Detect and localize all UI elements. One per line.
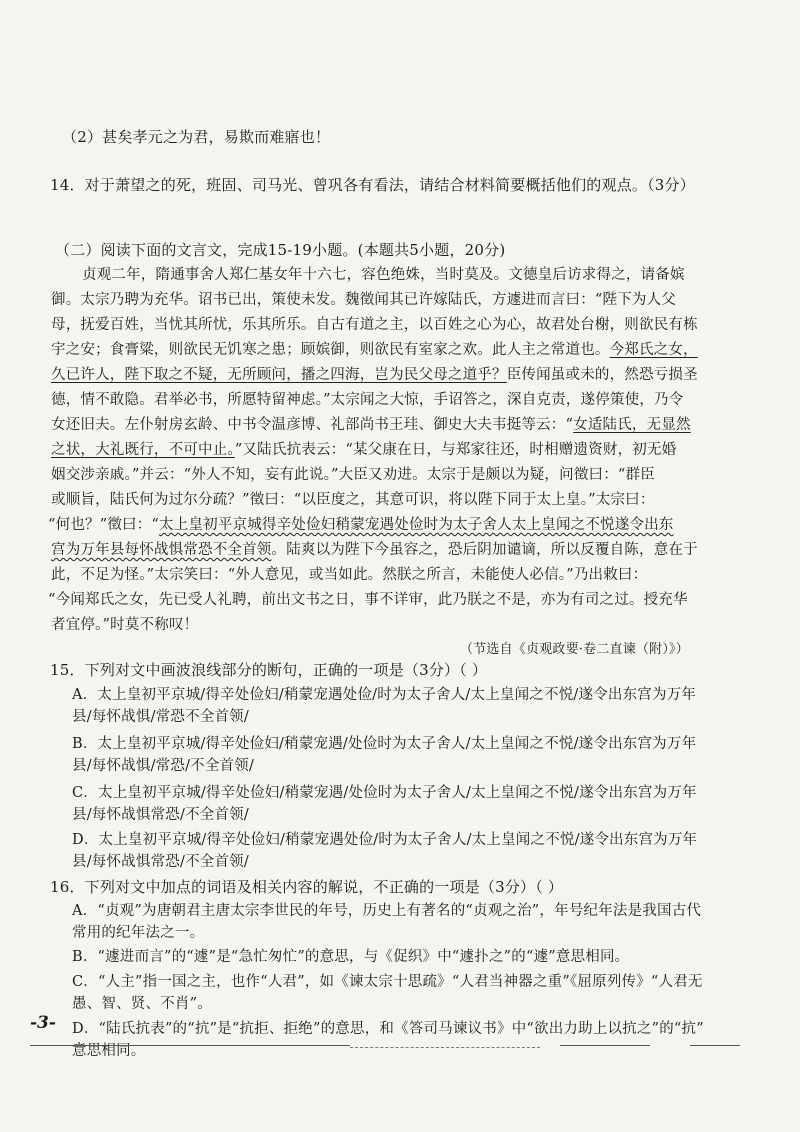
underlined-sentence: 女适陆氏，无显然 (573, 417, 691, 433)
option-a: A．太上皇初平京城/得辛处俭妇/稍蒙宠遇处俭/时为太子舍人/太上皇闻之不悦/遂令出东宫为万年 (72, 687, 697, 703)
question-16-stem: 16．下列对文中加点的词语及相关内容的解说，不正确的一项是（3分）（ ） (50, 878, 564, 896)
underlined-sentence: 久已许人，陛下取之不疑，无所顾问，播之四海，岂为民父母之道乎？ (51, 367, 507, 383)
question-14: 14．对于萧望之的死，班固、司马光、曾巩各有看法，请结合材料简要概括他们的观点。（3分） (50, 176, 695, 194)
passage-line: 宇之安；食膏粱，则欲民无饥寒之患；顾嫔御，则欲民有室家之欢。此人主之常道也。今郑氏之女， (51, 342, 698, 358)
passage-line: 女还旧夫。左仆射房玄龄、中书令温彦博、礼部尚书王珪、御史大夫韦挺等云：“女适陆氏，无显然 (51, 417, 691, 433)
wavy-underlined-passage: 宫为万年县每怀战惧常恐不全首领 (51, 542, 272, 558)
source-citation: （节选自《贞观政要·卷二直谏（附）》） (460, 642, 689, 657)
option-b: B．太上皇初平京城/得辛处俭妇/稍蒙宠遇/处俭时为太子舍人/太上皇闻之不悦/遂令出东宫为万年 (72, 736, 697, 752)
option-b-cont: 县/每怀战惧/常恐/不全首领/ (72, 758, 255, 774)
section-2-title: （二）阅读下面的文言文，完成15-19小题。(本题共5小题，20分) (55, 241, 506, 259)
passage-line: 德，情不敢隐。君举必书，所愿特留神虑。”太宗闻之大惊，手诏答之，深自克责，遂停策使，乃令 (51, 392, 684, 408)
option-a: A．“贞观”为唐朝君主唐太宗李世民的年号，历史上有著名的“贞观之治”，年号纪年法是我国古代 (72, 903, 702, 919)
passage-line: 宫为万年县每怀战惧常恐不全首领。陆爽以为陛下今虽容之，恐后阴加谴谪，所以反覆自陈，意在于 (51, 542, 698, 558)
passage-line: 之状，大礼既行，不可中止。”又陆氏抗表云：“某父康在日，与郑家往还，时相赠遗资财，初无婚 (51, 442, 677, 458)
option-d: D．“陆氏抗表”的“抗”是“抗拒、拒绝”的意思，和《答司马谏议书》中“欲出力助上以抗之”的“抗” (72, 1021, 704, 1037)
option-c: C．太上皇初平京城/得辛处俭妇/稍蒙宠遇/处俭时为太子舍人/太上皇闻之不悦/遂令出东宫为万年 (72, 785, 697, 801)
passage-line: 母，抚爱百姓，当忧其所忧，乐其所乐。自古有道之主，以百姓之心为心，故君处台榭，则欲民有栋 (51, 317, 698, 333)
option-b: B．“遽进而言”的“遽”是“急忙匆忙”的意思，与《促织》中“遽扑之”的“遽”意思相同。 (72, 949, 630, 965)
passage-line: 姻交涉亲戚。”并云：“外人不知，妄有此说。”大臣又劝进。太宗于是颇以为疑，问徵曰：“群臣 (51, 467, 655, 483)
passage-line: 者宜停。”时莫不称叹！ (51, 617, 199, 633)
wavy-underlined-passage: 太上皇初平京城得辛处俭妇稍蒙宠遇处俭时为太子舍人太上皇闻之不悦遂令出东 (159, 517, 674, 533)
option-d-cont: 意思相同。 (72, 1043, 146, 1059)
question-13-part-2: （2）甚矣孝元之为君，易欺而难寤也！ (62, 128, 331, 146)
passage-line: “今闻郑氏之女，先已受人礼聘，前出文书之日，事不详审，此乃朕之不是，亦为有司之过。授充华 (48, 592, 688, 608)
passage-line: 此，不足为怪。”太宗笑曰：“外人意见，或当如此。然朕之所言，未能使人必信。”乃出敕曰： (51, 567, 648, 583)
option-c-cont: 愚、智、贤、不肖”。 (72, 996, 212, 1012)
footer-rule (560, 1045, 650, 1046)
option-c-cont: 县/每怀战惧常恐/不全首领/ (72, 807, 249, 823)
passage-line: 或顺旨，陆氏何为过尔分疏？”徵曰：“以臣度之，其意可识，将以陛下同于太上皇。”太宗曰： (51, 492, 655, 508)
passage-line: “何也？”徵曰：“太上皇初平京城得辛处俭妇稍蒙宠遇处俭时为太子舍人太上皇闻之不悦遂令出东 (48, 517, 674, 533)
underlined-sentence: 今郑氏之女， (609, 342, 698, 358)
question-15-stem: 15．下列对文中画波浪线部分的断句，正确的一项是（3分）（ ） (50, 661, 488, 679)
footer-rule (30, 1045, 350, 1046)
underlined-sentence: 之状，大礼既行，不可中止。 (51, 442, 235, 458)
option-a-cont: 常用的纪年法之一。 (72, 925, 205, 941)
footer-rule (690, 1045, 740, 1046)
option-d-cont: 县/每怀战惧常恐/不全首领/ (72, 854, 249, 870)
footer-rule (350, 1047, 540, 1048)
option-c: C．“人主”指一国之主，也作“人君”，如《谏太宗十思疏》“人君当神器之重”《屈原列传》“人君无 (72, 974, 703, 990)
page-number: -3- (30, 1013, 56, 1033)
passage-line: 久已许人，陛下取之不疑，无所顾问，播之四海，岂为民父母之道乎？臣传闻虽或未的，然恐亏损圣 (51, 367, 698, 383)
option-d: D．太上皇初平京城/得辛处俭妇/稍蒙宠遇处俭/时为太子舍人/太上皇闻之不悦/遂令出东宫为万年 (72, 832, 698, 848)
passage-line: 御。太宗乃聘为充华。诏书已出，策使未发。魏徵闻其已许嫁陆氏，方遽进而言曰：“陛下为人父 (51, 292, 677, 308)
passage-line: 贞观二年，隋通事舍人郑仁基女年十六七，容色绝姝，当时莫及。文德皇后访求得之，请备嫔 (82, 267, 685, 283)
option-a-cont: 县/每怀战惧/常恐不全首领/ (72, 709, 249, 725)
